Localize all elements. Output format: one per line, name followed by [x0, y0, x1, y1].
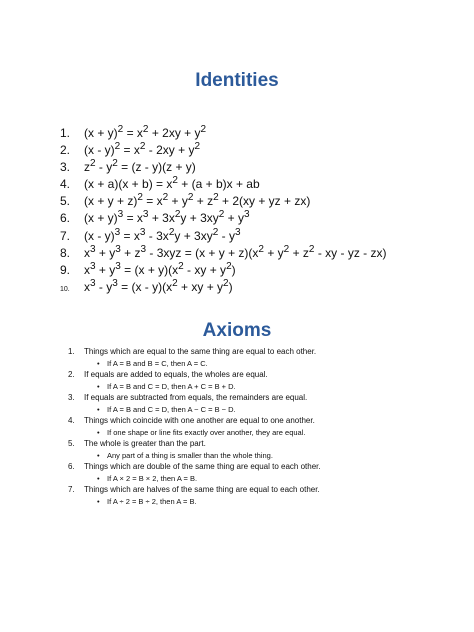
axiom-item [68, 369, 321, 392]
identity-number: 1. [60, 126, 71, 140]
identity-formula: $z^2 - y^2 = (z - y)(z + y)$ [84, 158, 196, 175]
axioms-list [68, 346, 321, 507]
identity-formula: $x^3 - y^3 = (x - y)(x^2$ + xy + $y^2$) [84, 277, 233, 294]
identity-formula: $(x + a)(x + b) = x^2 + (a + b)x$ + ab [84, 175, 260, 192]
axiom-example: If A = B and C = D, then A + C = B + D. [107, 381, 236, 391]
axiom-text: Things which are equal to the same thing are equal to each other. [84, 347, 317, 356]
bullet-icon: • [97, 427, 100, 437]
identity-item [60, 172, 386, 192]
axiom-example: Any part of a thing is smaller than the whole thing. [107, 450, 273, 460]
axiom-item [68, 392, 321, 415]
identity-item [60, 258, 386, 275]
identities-heading: Identities [195, 70, 279, 91]
identities-list [60, 121, 386, 292]
identity-number: 6. [60, 211, 71, 226]
identity-item [60, 241, 386, 258]
axiom-text: If equals are subtracted from equals, the remainders are equal. [84, 393, 308, 402]
axiom-text: If equals are added to equals, the wholes are equal. [84, 370, 268, 379]
identity-number: 4. [60, 177, 71, 192]
axiom-number: 7. [68, 485, 75, 494]
identity-number: 7. [60, 228, 71, 243]
axiom-number: 6. [68, 462, 75, 471]
identity-formula: $x^3 + y^3 = (x + y)(x^2$ - xy + $y^2$) [84, 260, 236, 277]
axiom-example: If A ÷ 2 = B ÷ 2, then A = B. [107, 496, 197, 506]
axiom-number: 1. [68, 347, 75, 356]
identity-formula: $(x + y)^2 = x^2 + 2xy + y^2$ [84, 124, 207, 140]
identity-item [60, 206, 386, 226]
identity-item [60, 224, 386, 241]
identity-formula: $(x + y + z)^2 = x^2 + y^2 + z^2 + 2(xy$ + yz + zx) [84, 192, 311, 209]
axiom-example: If A = B and C = D, then A − C = B − D. [107, 404, 236, 414]
axiom-number: 2. [68, 370, 75, 379]
axiom-item [68, 438, 321, 461]
bullet-icon: • [97, 496, 100, 506]
axiom-item [68, 346, 321, 369]
identity-item [60, 155, 386, 175]
axiom-text: The whole is greater than the part. [84, 439, 206, 448]
identity-item [60, 138, 386, 158]
bullet-icon: • [97, 473, 100, 483]
identity-formula: $(x + y)^3 = x^3 + 3x^2y + 3xy^2 + y^3$ [84, 209, 250, 226]
identity-number: 10. [60, 285, 70, 293]
axiom-number: 4. [68, 416, 75, 425]
axiom-example: If one shape or line fits exactly over another, they are equal. [107, 427, 306, 437]
axiom-item [68, 415, 321, 438]
identity-item [60, 275, 386, 292]
axioms-heading: Axioms [202, 320, 272, 341]
bullet-icon: • [97, 450, 100, 460]
axiom-text: Things which are double of the same thing are equal to each other. [84, 462, 321, 471]
identity-number: 5. [60, 194, 71, 209]
bullet-icon: • [97, 404, 100, 414]
axiom-item [68, 484, 321, 507]
identity-item [60, 189, 386, 209]
identity-formula: $x^3 + y^3 + z^3 - 3xyz = (x + y + z)(x^2 + y^2 + z^2$ - xy - yz - zx) [84, 243, 387, 260]
axiom-text: Things which coincide with one another are equal to one another. [84, 416, 315, 425]
axiom-number: 5. [68, 439, 75, 448]
identity-number: 3. [60, 160, 71, 175]
identity-formula: $(x - y)^3 = x^3 - 3x^2y + 3xy^2 - y^3$ [84, 226, 241, 243]
bullet-icon: • [97, 358, 100, 368]
identity-number: 8. [60, 245, 71, 260]
identity-formula: $(x - y)^2 = x^2 - 2xy + y^2$ [84, 141, 201, 158]
axiom-text: Things which are halves of the same thing are equal to each other. [84, 485, 320, 494]
identity-number: 2. [60, 143, 71, 158]
axiom-example: If A × 2 = B × 2, then A = B. [107, 473, 198, 483]
identity-item [60, 121, 386, 138]
bullet-icon: • [97, 381, 100, 391]
axiom-number: 3. [68, 393, 75, 402]
axiom-example: If A = B and B = C, then A = C. [107, 358, 208, 368]
axiom-item [68, 461, 321, 484]
identity-number: 9. [60, 262, 71, 277]
